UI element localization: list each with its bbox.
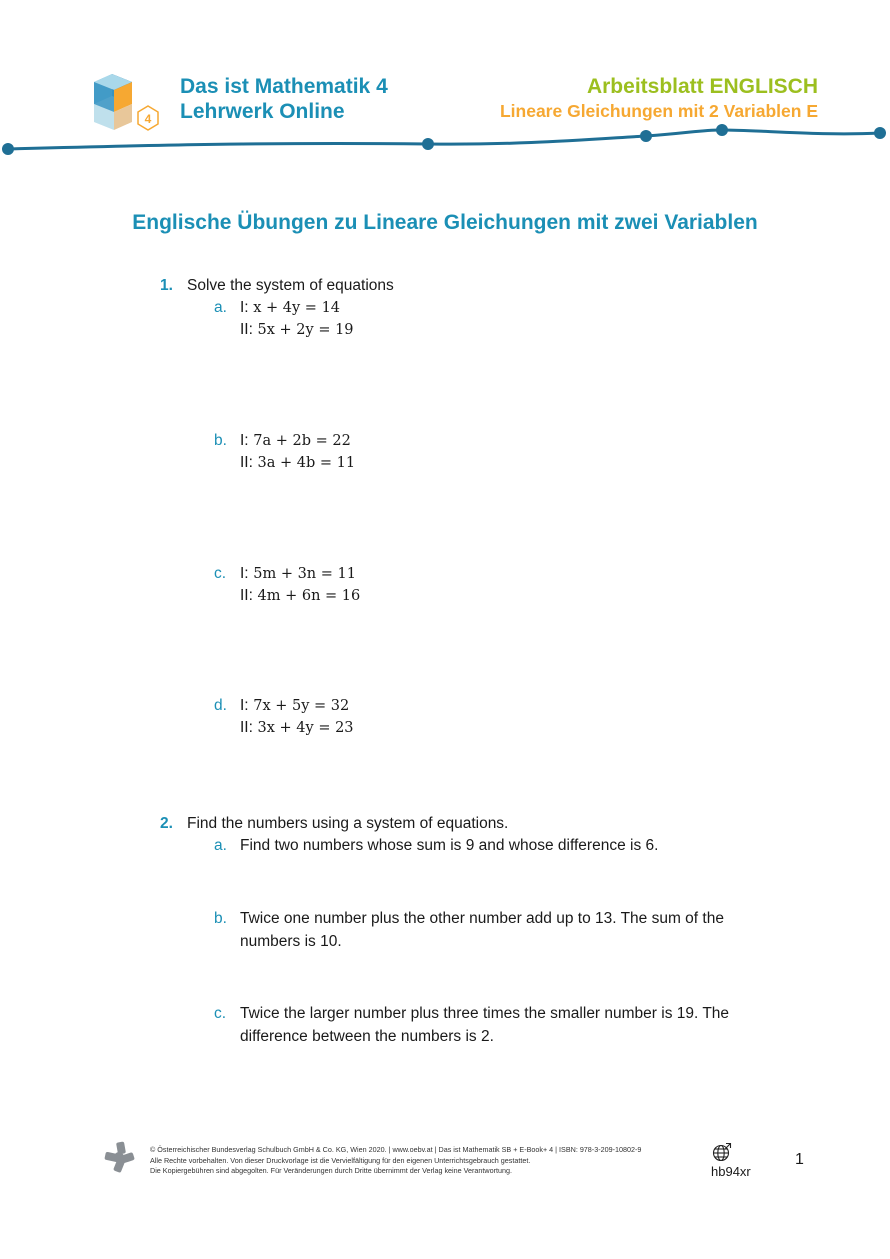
sub-item-letter: c. bbox=[214, 1005, 227, 1022]
exercise-prompt: Find the numbers using a system of equations. bbox=[187, 815, 509, 832]
publisher-logo bbox=[104, 1141, 136, 1173]
sub-item-letter: c. bbox=[214, 565, 227, 582]
sheet-topic: Lineare Gleichungen mit 2 Variablen E bbox=[499, 101, 818, 121]
exercise-number: 2. bbox=[160, 815, 173, 832]
exercise-number: 1. bbox=[160, 277, 173, 294]
wave-dot bbox=[640, 130, 652, 142]
copyright-notice: © Österreichischer Bundesverlag Schulbuch GmbH & Co. KG, Wien 2020. | www.oebv.at | Das ist Mathematik SB + E-Book+ 4 | ISBN: 978-3-209-10802-9 Alle Rechte vorbehalten. Von dieser Druckvorlage ist die Vervielfältigung für den eigenen Unterrichtsgebrauch gestattet. Die Kopiergebühren sind abgegolten. Für Veränderungen durch Dritte übernimmt der Verlag keine Verantwortung. bbox=[150, 1145, 642, 1175]
equation-II: II: 3a + 4b = 11 bbox=[240, 454, 356, 471]
equation-II: II: 3x + 4y = 23 bbox=[240, 719, 354, 736]
sub-item-letter: a. bbox=[214, 837, 227, 854]
book-title-line2: Lehrwerk Online bbox=[180, 100, 345, 123]
equation-II: II: 4m + 6n = 16 bbox=[240, 587, 361, 604]
wave-dot bbox=[716, 124, 728, 136]
equation-II: II: 5x + 2y = 19 bbox=[240, 321, 354, 338]
globe-icon bbox=[712, 1142, 732, 1162]
exercise-prompt: Solve the system of equations bbox=[187, 277, 394, 294]
wave-dot bbox=[874, 127, 886, 139]
page-title: Englische Übungen zu Lineare Gleichungen mit zwei Variablen bbox=[132, 211, 758, 234]
equation-I: I: 7a + 2b = 22 bbox=[240, 432, 351, 449]
wave-dot bbox=[2, 143, 14, 155]
sub-item-letter: b. bbox=[214, 432, 227, 449]
sheet-type: Arbeitsblatt ENGLISCH bbox=[586, 75, 818, 98]
book-title bbox=[180, 74, 388, 124]
equation-I: I: 5m + 3n = 11 bbox=[240, 565, 356, 582]
word-problem: Twice the larger number plus three times the smaller number is 19. The difference between the numbers is 2. bbox=[240, 1005, 730, 1045]
wave-dot bbox=[422, 138, 434, 150]
sub-item-letter: a. bbox=[214, 299, 227, 316]
equation-I: I: 7x + 5y = 32 bbox=[240, 697, 350, 714]
sub-item-letter: d. bbox=[214, 697, 227, 714]
word-problem: Find two numbers whose sum is 9 and whose difference is 6. bbox=[240, 837, 659, 854]
word-problem: Twice one number plus the other number add up to 13. The sum of the numbers is 10. bbox=[240, 910, 724, 950]
equation-I: I: x + 4y = 14 bbox=[240, 299, 341, 316]
book-title-line1: Das ist Mathematik 4 bbox=[180, 75, 388, 98]
page-number: 1 bbox=[795, 1151, 804, 1168]
logo-number: 4 bbox=[144, 112, 152, 126]
sub-item-letter: b. bbox=[214, 910, 227, 927]
header-wave-line bbox=[0, 120, 890, 160]
online-code: hb94xr bbox=[711, 1164, 751, 1179]
